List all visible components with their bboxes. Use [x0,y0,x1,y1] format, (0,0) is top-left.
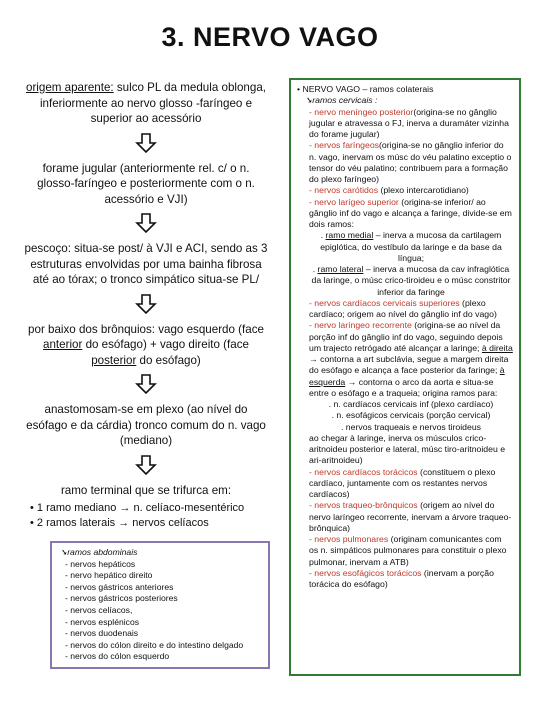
nerve-desc: (origem ao nível do nervo laríngeo recorrente, inervam a árvore traqueo-brônquica) [309,500,512,533]
terminal-branch-block: ramo terminal que se trifurca em: [60,483,232,497]
cervical-heading: ➘ramos cervicais : [305,95,378,106]
list-item: - nervos celíacos, [65,604,133,615]
nerve-name: - nervo larígeo superior [309,196,399,207]
bullet-lateral: • 2 ramos laterais → nervos celíacos [30,517,209,529]
nerve-desc: (inervam a porção torácica do esófago) [309,567,494,589]
nerve-desc: → contorna o arco da aorta e situa-se entre o esófago e a traqueia; origina ramos para: [309,376,498,398]
meningeal-item [309,107,513,141]
list-item: - nervos do cólon direito e do intestino delgado [65,639,244,650]
list-item: - nervos hepáticos [65,558,136,569]
pharyngeal-item [309,140,513,185]
branch-name: ramo lateral [317,264,364,274]
nerve-desc: (constituem o plexo cardíaco, juntamente com os restantes nervos cardíacos) [309,466,496,499]
down-arrow-icon [135,455,157,475]
list-item: - nervos do cólon esquerdo [65,651,170,662]
larynx-innervation-text: ao chegar à laringe, inerva os músculos crico-aritnoideu posterior e lateral, músc tiro-aritnoideu e ari-aritnoideu) [309,432,506,466]
carotid-item [309,185,513,196]
nerve-name: - nervos cardíacos cervicais superiores [309,297,460,308]
superior-laryngeal-item [309,197,513,231]
left-side-label: à esquerda [309,365,505,387]
origin-label: origem aparente: [26,81,114,94]
branch-desc: – inerva a mucosa da cav infraglótica da laringe, o músc crico-tiroideu e o músc constritor inferior da faringe [311,264,511,297]
nerve-name: - nervos faríngeos [309,140,380,151]
down-arrow-icon [135,213,157,233]
abdominal-header: ➘ramos abdominais [60,547,138,557]
nerve-desc: (origina-se no gânglio jugular e atravessa o FJ, inerva a duramáter vizinha do forame jugular) [309,106,509,139]
cardiac-thoracic-item [309,467,513,501]
origin-block [24,80,268,127]
nerve-desc: (plexo cardíaco; origem ao nível do gânglio inf do vago) [309,297,497,319]
medial-branch: . ramo medial – inerva a mucosa da cartilagem epiglótica, do vestíbulo da laringe e da base da língua; [320,230,502,263]
nerve-name: - nervos traqueo-brônquicos [309,500,418,511]
sub-branch: . nervos traqueais e nervos tiroideus [340,421,482,432]
lateral-branch: . ramo lateral – inerva a mucosa da cav infraglótica da laringe, o músc crico-tiroideu e o músc constritor inferior da faringe [311,264,511,297]
down-arrow-icon [135,133,157,153]
cardiac-cervical-item [309,298,513,321]
bronchi-text-3: do esófago) [136,353,201,367]
nerve-desc: (origina-se no gânglio inferior do n. vago, inervam os músc do véu palatino exceptio o tensor do véu palatino; contribuem para a formação do plexo faríngeo) [309,140,512,184]
nerve-desc: (origina-se inferior/ ao gânglio inf do vago e alcança a faringe, divide-se em dois ramos: [309,196,512,229]
posterior-word: posterior [91,353,137,367]
nerve-desc: (origina-se ao nível da porção inf do gânglio inf do vago, seguindo depois um trajecto retrógado até alcançar a laringe; [309,320,503,353]
list-item: - nervos esplénicos [65,616,140,627]
nerve-desc: (plexo intercarotidiano) [378,185,469,196]
nerve-name: - nervos pulmonares [309,534,389,544]
right-side-label: à direita [481,342,513,353]
collateral-branches-box [289,78,521,676]
nerve-desc: (originam comunicantes com os n. simpáticos pulmonares para constituir o plexo pulmonar, inervam a ATB) [309,534,507,567]
vagus-course-column [24,80,268,531]
bronchi-text-1: por baixo dos brônquios: vago esquerdo (face [28,322,264,336]
pulmonary-item [309,534,513,568]
nerve-name: - nervos esofágicos torácicos [309,567,422,578]
neck-block: pescoço: situa-se post/ à VJI e ACI, sendo as 3 estruturas envolvidas por uma bainha fibrosa até ao tórax; o tronco simpático situa-se PL/ [24,242,268,286]
down-arrow-icon [135,374,157,394]
abdominal-branches-box [50,541,270,669]
nerve-name: - nervo laríngeo recorrente [309,320,412,331]
bronchi-block [24,322,268,369]
anterior-word: anterior [43,338,83,351]
jugular-foramen-block: forame jugular (anteriormente rel. c/ o n. glosso-faríngeo e posteriormente com o n. acessório e VJI) [37,161,255,206]
bronchi-text-2: do esófago) + vago direito (face [82,338,249,351]
list-item: - nervos gástricos posteriores [65,593,178,604]
list-item: - nervo hepático direito [65,570,153,581]
nerve-name: - nervos carótidos [309,185,379,196]
recurrent-laryngeal-item [309,320,513,399]
list-item: - nervos duodenais [65,628,139,639]
sub-branch: . n. esofágicos cervicais (porção cervical) [331,410,491,421]
origin-text: sulco PL da medula oblonga, inferiormente ao nervo glosso -faríngeo e superior ao acessório [39,81,266,125]
plexus-block: anastomosam-se em plexo (ao nível do esófago e da cárdia) tronco comum do n. vago (mediano) [26,403,266,447]
down-arrow-icon [135,294,157,314]
page-title: 3. NERVO VAGO [161,22,379,52]
branch-name: ramo medial [325,230,374,241]
collateral-heading: • NERVO VAGO – ramos colaterais [297,84,434,94]
bullet-median: • 1 ramo mediano → n. celíaco-mesentérico [30,502,245,514]
tracheobronchial-item [309,500,513,534]
branch-desc: – inerva a mucosa da cartilagem epiglótica, do vestíbulo da laringe e da base da língua; [320,230,502,263]
esophageal-thoracic-item [309,568,513,591]
nerve-desc: → contorna a art subclávia, segue a margem direita do esófago e alcança a face posterior da faringe; [309,354,509,376]
nerve-name: - nervo meníngeo posterior [309,106,414,117]
list-item: - nervos gástricos anteriores [65,581,174,592]
sub-branch: . n. cardíacos cervicais inf (plexo cardíaco) [328,399,494,409]
nerve-name: - nervos cardíacos torácicos [309,466,418,477]
